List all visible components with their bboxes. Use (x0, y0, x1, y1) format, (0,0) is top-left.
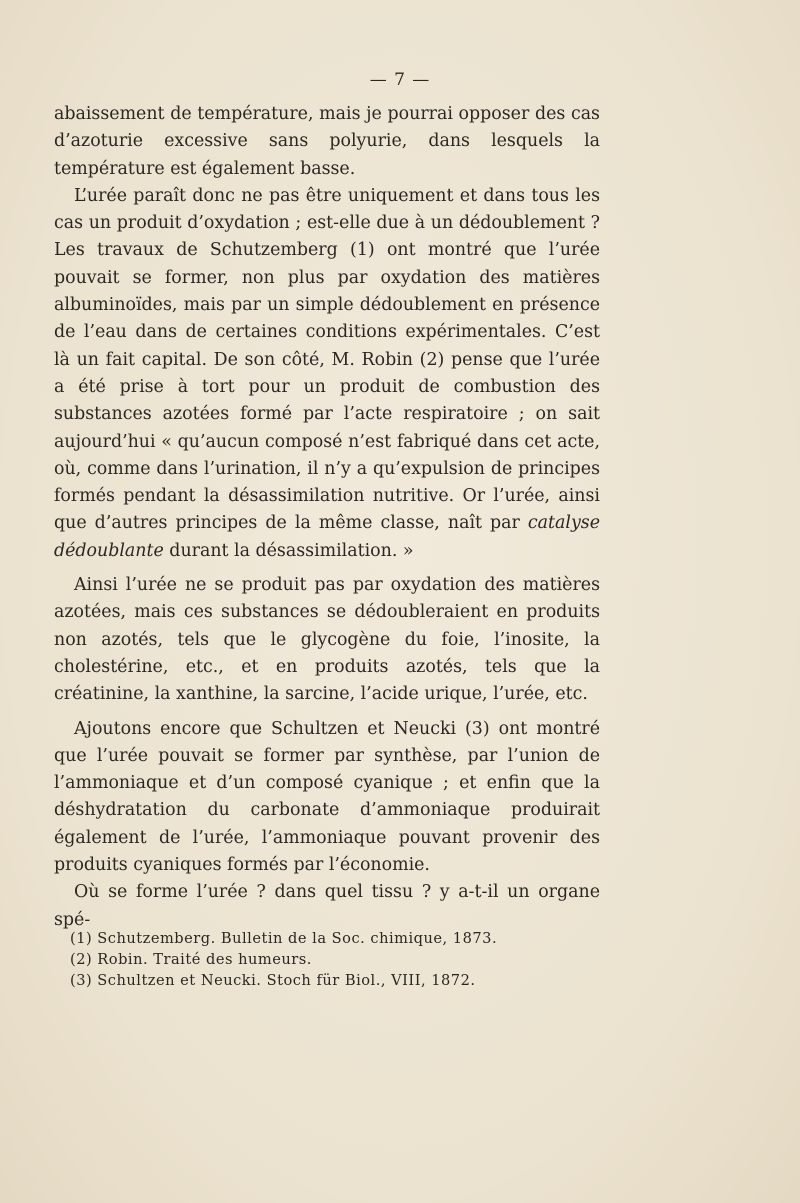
footnotes (70, 928, 590, 991)
footnote-3: (3) Schultzen et Neucki. Stoch für Biol., VIII, 1872. (70, 972, 476, 989)
paragraph-4: Ajoutons encore que Schultzen et Neucki (3) ont montré que l’urée pouvait se former par synthèse, par l’union de l’ammoniaque et d’un composé cyanique ; et enfin que la déshydratation du carbonate d’ammoniaque produirait également de l’urée, l’ammoniaque pouvant provenir des produits cyaniques formés par l’économie. (54, 718, 600, 876)
paragraph-5: Où se forme l’urée ? dans quel tissu ? y a-t-il un organe spé- (54, 882, 600, 930)
footnote-1: (1) Schutzemberg. Bulletin de la Soc. chimique, 1873. (70, 930, 498, 947)
page-number: — 7 — (369, 70, 431, 90)
paragraph-2-text: L’urée paraît donc ne pas être uniquement et dans tous les cas un produit d’oxydation ; est-elle due à un dédoublement ? Les travaux de Schutzemberg (1) ont montré que l’urée pouvait se former, non plus par oxydation des matières albuminoïdes, mais par un simple dédoublement en présence de l’eau dans de certaines conditions expérimentales. C’est là un fait capital. De son côté, M. Robin (2) pense que l’urée a été prise à tort pour un produit de combustion des substances azotées formé par l’acte respiratoire ; on sait aujourd’hui « qu’aucun composé n’est fabriqué dans cet acte, où, comme dans l’urination, il n’y a qu’expulsion de principes formés pendant la désassimilation nutritive. Or l’urée, ainsi que d’autres principes de la même classe, naît par (54, 185, 600, 534)
paragraph-2-text-end: durant la désassimilation. » (163, 540, 414, 561)
paragraph-2-emphasis: catalyse dédoublante (54, 513, 600, 561)
paragraph-1: abaissement de température, mais je pourrai opposer des cas d’azoturie excessive sans polyurie, dans lesquels la température est également basse. (54, 104, 600, 179)
main-text (54, 101, 600, 934)
footnote-2: (2) Robin. Traité des humeurs. (70, 951, 312, 968)
paragraph-2 (54, 183, 600, 565)
paragraph-3: Ainsi l’urée ne se produit pas par oxydation des matières azotées, mais ces substances se dédoubleraient en produits non azotés, tels que le glycogène du foie, l’inosite, la cholestérine, etc., et en produits azotés, tels que la créatinine, la xanthine, la sarcine, l’acide urique, l’urée, etc. (54, 575, 600, 705)
